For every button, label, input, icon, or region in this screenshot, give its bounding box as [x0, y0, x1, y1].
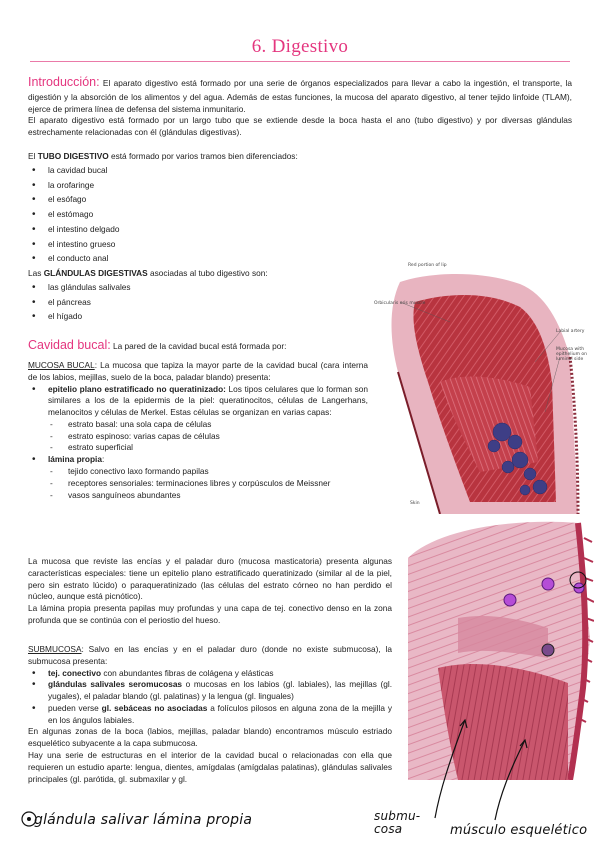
- capas-list: [48, 419, 368, 454]
- fig-label: Red portion of lip: [408, 263, 447, 268]
- glandulas-suffix: asociadas al tubo digestivo son:: [147, 268, 268, 278]
- glandulas-section: [28, 268, 358, 323]
- submucosa-paragraph-2: En algunas zonas de la boca (labios, mejillas, paladar blando) encontramos músculo estriado esquelético subyacente a la capa submucosa.: [28, 726, 392, 749]
- epitelio-text: Los tipos celulares que lo forman son similares a los de la epidermis de la piel: queratinocitos, células de Langerhans, melanocitos y células de Merkel. Estas células se organizan en varias capas:: [48, 383, 368, 418]
- glandulas-bold: GLÁNDULAS DIGESTIVAS: [43, 268, 148, 278]
- glandulas-prefix: Las: [28, 268, 44, 278]
- list-item: [28, 384, 368, 455]
- list-item: • el páncreas: [28, 297, 358, 309]
- list-item: [28, 668, 392, 680]
- handwritten-arrows: [420, 700, 590, 830]
- fig-label: Skin: [410, 501, 420, 506]
- intro-text-1: El aparato digestivo está formado por una serie de órganos especializados para llevar a cabo la ingestión, el transporte, la digestión y la absorción de los alimentos y del agua. Además de estas funciones, la mucosa del aparato digestivo, al tener tejido linfoide (TLAM), ejerce de primera línea de defensa del sistema inmunitario.: [28, 78, 572, 114]
- handwritten-submucosa: submu- cosa: [374, 809, 421, 837]
- tubo-intro: [28, 151, 358, 163]
- mucosa-list: [28, 384, 368, 502]
- submucosa-paragraph-3: Hay una serie de estructuras en el interior de la cavidad bucal o relacionadas con ella que requieren un estudio aparte: lengua, dientes, amígdalas (amígdalas palatinas), glándulas salivales principales (gl. parótida, gl. submaxilar y gl.: [28, 750, 392, 784]
- lamina-text: :: [101, 454, 105, 465]
- lip-micrograph-image: [370, 262, 590, 514]
- submucosa-item2-bold: glándulas salivales seromucosas: [48, 679, 183, 690]
- mucosa-section: [28, 360, 368, 501]
- list-item: - estrato espinoso: varias capas de células: [48, 431, 368, 443]
- handwritten-musculo: músculo esquelético: [450, 823, 588, 838]
- list-item: - estrato basal: una sola capa de células: [48, 419, 368, 431]
- list-item: • el estómago: [28, 209, 358, 221]
- list-item: • las glándulas salivales: [28, 282, 358, 294]
- tubo-bold: TUBO DIGESTIVO: [37, 151, 109, 161]
- fig-label: Mucosa with epithelium on luminal side: [556, 347, 588, 362]
- glandulas-intro: [28, 268, 358, 280]
- list-item: [28, 454, 368, 501]
- submucosa-item3-text-b: a folículos pilosos en alguna zona de la mejilla y en los ángulos labiales.: [48, 702, 392, 725]
- list-item: • el esófago: [28, 194, 358, 206]
- cavidad-section: [28, 337, 368, 355]
- fig-label: Orbicularis oris muscle: [374, 301, 426, 306]
- glandulas-list: [28, 282, 358, 323]
- list-item: [28, 679, 392, 703]
- masticatoria-paragraph-2: La lámina propia presenta papilas muy profundas y una capa de tej. conectivo denso en la zona profunda que se continúa con el periostio del hueso.: [28, 603, 392, 625]
- list-item: [28, 703, 392, 727]
- masticatoria-section: [28, 556, 392, 627]
- intro-paragraph-2: El aparato digestivo está formado por un largo tubo que se extiende desde la boca hasta el ano (tubo digestivo) y por diversas glándulas estrechamente relacionadas con él (glándulas digestivas).: [28, 115, 572, 138]
- list-item: - estrato superficial: [48, 442, 368, 454]
- list-item: • la orofaringe: [28, 180, 358, 192]
- mucosa-text: : La mucosa que tapiza la mayor parte de la cavidad bucal (cara interna de los labios, mejillas, suelo de la boca, paladar blando) presenta:: [28, 360, 368, 382]
- intro-heading: Introducción:: [28, 75, 100, 89]
- lip-micrograph: [370, 262, 590, 514]
- tubo-prefix: El: [28, 151, 38, 161]
- submucosa-item1-text: con abundantes fibras de colágena y elásticas: [101, 667, 274, 678]
- masticatoria-paragraph-1: La mucosa que reviste las encías y el paladar duro (mucosa masticatoria) presenta algunas características especiales: tiene un epitelio plano estratificado queratinizado (similar al de la piel, pero sin estrato lúcido) o paraqueratinizado (las células del estrato córneo no han perdido el núcleo, aunque está picnótico).: [28, 556, 392, 602]
- tubo-suffix: está formado por varios tramos bien diferenciados:: [108, 151, 298, 161]
- list-item: • el conducto anal: [28, 253, 358, 265]
- intro-section: [28, 74, 572, 139]
- tubo-list: [28, 165, 358, 265]
- list-item: - tejido conectivo laxo formando papilas: [48, 466, 368, 478]
- list-item: - receptores sensoriales: terminaciones libres y corpúsculos de Meissner: [48, 478, 368, 490]
- list-item: • el hígado: [28, 311, 358, 323]
- page-title: 6. Digestivo: [251, 36, 349, 57]
- cavidad-text: La pared de la cavidad bucal está formada por:: [110, 341, 287, 351]
- submucosa-item2-text: o mucosas en los labios (gl. labiales), las mejillas (gl. yugales), el paladar blando (gl. palatinas) y la lengua (gl. linguales): [48, 679, 392, 702]
- mucosa-label: MUCOSA BUCAL: [28, 360, 95, 370]
- submucosa-text: : Salvo en las encías y en el paladar duro (donde no existe submucosa), la submucosa presenta:: [28, 644, 392, 666]
- handwritten-legend: glándula salivar lámina propia: [34, 812, 253, 828]
- submucosa-item3-bold: gl. sebáceas no asociadas: [101, 702, 208, 713]
- title-divider: [30, 61, 570, 62]
- list-item: • el intestino delgado: [28, 224, 358, 236]
- lamina-list: [48, 466, 368, 501]
- cavidad-heading: Cavidad bucal:: [28, 338, 111, 352]
- submucosa-paragraph: [28, 644, 392, 668]
- submucosa-list: [28, 668, 392, 727]
- epitelio-bold: epitelio plano estratificado no queratinizado:: [48, 383, 226, 394]
- submucosa-item1-bold: tej. conectivo: [48, 667, 102, 678]
- list-item: - vasos sanguíneos abundantes: [48, 490, 368, 502]
- submucosa-label: SUBMUCOSA: [28, 644, 82, 654]
- submucosa-section: [28, 644, 392, 785]
- submucosa-item3-text-a: pueden verse: [48, 702, 102, 713]
- tubo-section: [28, 151, 358, 265]
- cavidad-paragraph: [28, 337, 368, 355]
- list-item: • la cavidad bucal: [28, 165, 358, 177]
- mucosa-paragraph: [28, 360, 368, 384]
- list-item: • el intestino grueso: [28, 239, 358, 251]
- intro-paragraph: [28, 74, 572, 115]
- fig-label: Labial artery: [556, 329, 585, 334]
- lamina-bold: lámina propia: [48, 454, 102, 465]
